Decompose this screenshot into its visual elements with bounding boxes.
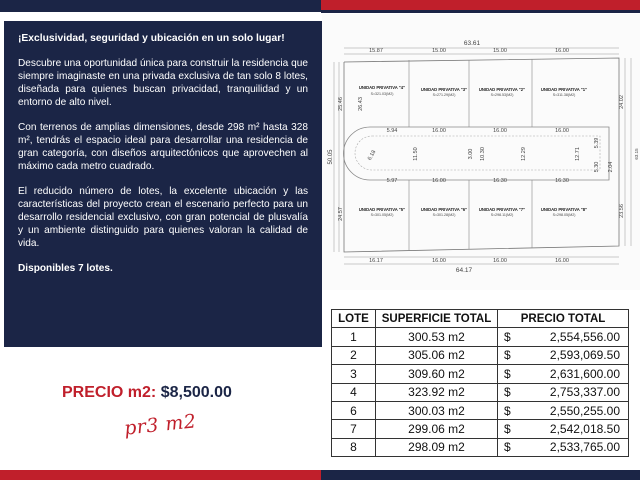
dim-bottom-seg-1: 16.17: [369, 258, 383, 264]
dim-top-seg-4: 16.00: [555, 48, 569, 54]
top-red-stripe: [321, 0, 640, 10]
dim-left-upper: 25.46: [338, 97, 344, 111]
cell-lote: 6: [332, 401, 376, 419]
unit-3-label: UNIDAD PRIVATIVA "3": [420, 87, 468, 92]
cell-superficie: 323.92 m2: [376, 383, 498, 401]
cell-superficie: 300.03 m2: [376, 401, 498, 419]
price-amount: $8,500.00: [160, 384, 232, 401]
dim-bottom-seg-4: 16.00: [555, 258, 569, 264]
dim-road-vertical-4: 12.71: [575, 147, 581, 161]
dim-right-small-1: 5.39: [594, 137, 600, 149]
table-row: [332, 383, 629, 401]
unit-4-label: UNIDAD PRIVATIVA "4": [358, 85, 406, 90]
table-row: [332, 365, 629, 383]
table-row: [332, 328, 629, 346]
cell-precio: 2,593,069.50: [520, 346, 629, 364]
dim-left-lower: 24.57: [338, 207, 344, 221]
dim-road-lower-3: 16.30: [493, 178, 507, 184]
available-lots: Disponibles 7 lotes.: [18, 263, 113, 274]
cell-currency: $: [498, 365, 520, 383]
cell-lote: 7: [332, 420, 376, 438]
cell-precio: 2,554,556.00: [520, 328, 629, 346]
unit-6-area: S=301.28(M2): [432, 213, 456, 217]
unit-2-label: UNIDAD PRIVATIVA "2": [478, 87, 526, 92]
dim-right-side: 63.15: [634, 148, 639, 160]
unit-1-label: UNIDAD PRIVATIVA "1": [540, 87, 588, 92]
site-plan: [322, 14, 640, 290]
dim-road-lower-4: 16.30: [555, 178, 569, 184]
info-paragraph-3: El reducido número de lotes, la excelente ubicación y las características del proyecto crean el escenario perfecto para un desarrollo residencial exclusivo, con gran potencial de plusvalía y un ambiente distinguido para quienes valoran la calidad de vida.: [18, 186, 308, 249]
bottom-red-bar: [0, 470, 321, 480]
header-superficie: SUPERFICIE TOTAL: [376, 310, 498, 328]
unit-3-area: S=271.29(M2): [432, 93, 456, 97]
site-plan-drawing: [322, 14, 640, 290]
cell-currency: $: [498, 401, 520, 419]
cell-lote: 2: [332, 346, 376, 364]
unit-6-label: UNIDAD PRIVATIVA "6": [420, 207, 468, 212]
dim-road-vertical-3: 12.29: [521, 147, 527, 161]
cell-superficie: 298.09 m2: [376, 438, 498, 456]
table-header-row: [332, 310, 629, 328]
handwritten-note: pr3 m2: [123, 410, 198, 440]
dim-road-upper-4: 16.00: [555, 128, 569, 134]
cell-precio: 2,550,255.00: [520, 401, 629, 419]
dim-road-width: 6.18: [366, 149, 378, 162]
header-lote: LOTE: [332, 310, 376, 328]
dim-road-upper-1: 5.94: [386, 128, 398, 134]
dim-right-lower: 23.56: [619, 204, 625, 218]
unit-5-label: UNIDAD PRIVATIVA "5": [358, 207, 406, 212]
unit-8-area: S=298.05(M2): [552, 213, 576, 217]
price-table: [331, 309, 629, 457]
table-row: [332, 401, 629, 419]
info-paragraph-2: Con terrenos de amplias dimensiones, desde 298 m² hasta 328 m², tendrás el espacio ideal para desarrollar una residencia de gran categoría, con diseños arquitectónicos que aprovechen al máximo cada metro cuadrado.: [18, 122, 308, 172]
dim-corner: 3.00: [468, 148, 474, 160]
cell-lote: 1: [332, 328, 376, 346]
cell-lote: 3: [332, 365, 376, 383]
cell-superficie: 309.60 m2: [376, 365, 498, 383]
dim-top-seg-1: 15.87: [369, 48, 383, 54]
dim-road-upper-3: 16.00: [493, 128, 507, 134]
info-paragraph-1: Descubre una oportunidad única para construir la residencia que siempre imaginaste en una privada exclusiva de tan solo 8 lotes, diseñada para quienes buscan privacidad, tranquilidad y un entorno de alto nivel.: [18, 58, 308, 108]
dim-right-small-2: 5.30: [594, 161, 600, 173]
dim-top-total: 63.61: [463, 40, 481, 47]
cell-currency: $: [498, 346, 520, 364]
unit-2-area: S=296.53(M2): [490, 93, 514, 97]
dim-road-vertical-1: 11.50: [413, 147, 419, 161]
info-panel: [4, 21, 322, 347]
bottom-navy-bar: [321, 470, 640, 480]
dim-road-upper-2: 16.00: [432, 128, 446, 134]
table-row: [332, 438, 629, 456]
top-navy-stripe: [0, 0, 321, 12]
cell-superficie: 300.53 m2: [376, 328, 498, 346]
cell-currency: $: [498, 328, 520, 346]
dim-road-lower-2: 16.00: [432, 178, 446, 184]
cell-lote: 8: [332, 438, 376, 456]
dim-left-inner: 26.43: [358, 97, 364, 111]
dim-bottom-total: 64.17: [455, 267, 473, 274]
table-row: [332, 420, 629, 438]
cell-superficie: 299.06 m2: [376, 420, 498, 438]
cell-precio: 2,542,018.50: [520, 420, 629, 438]
cell-precio: 2,753,337.00: [520, 383, 629, 401]
cell-precio: 2,533,765.00: [520, 438, 629, 456]
cell-currency: $: [498, 420, 520, 438]
cell-currency: $: [498, 438, 520, 456]
dim-road-lower-1: 5.97: [386, 178, 398, 184]
unit-8-label: UNIDAD PRIVATIVA "8": [540, 207, 588, 212]
unit-7-area: S=298.11(M2): [490, 213, 514, 217]
cell-precio: 2,631,600.00: [520, 365, 629, 383]
price-per-m2: [62, 384, 232, 402]
cell-lote: 4: [332, 383, 376, 401]
price-label: PRECIO m2:: [62, 384, 157, 401]
dim-top-seg-3: 15.00: [493, 48, 507, 54]
cell-currency: $: [498, 383, 520, 401]
dim-left-total: 50.05: [328, 149, 334, 165]
unit-5-area: S=301.05(M2): [370, 213, 394, 217]
dim-right-small-3: 2.04: [608, 161, 614, 173]
cell-superficie: 305.06 m2: [376, 346, 498, 364]
dim-top-seg-2: 15.00: [432, 48, 446, 54]
unit-7-label: UNIDAD PRIVATIVA "7": [478, 207, 526, 212]
dim-right-upper: 24.02: [619, 95, 625, 109]
top-navy-thin-stripe: [321, 10, 640, 13]
unit-4-area: S=321.03(M2): [370, 92, 394, 96]
table-row: [332, 346, 629, 364]
info-headline: ¡Exclusividad, seguridad y ubicación en un solo lugar!: [18, 33, 285, 44]
dim-bottom-seg-2: 16.00: [432, 258, 446, 264]
dim-road-vertical-2: 10.30: [480, 147, 486, 161]
dim-bottom-seg-3: 16.00: [493, 258, 507, 264]
unit-1-area: S=311.38(M2): [552, 93, 576, 97]
header-precio: PRECIO TOTAL: [498, 310, 629, 328]
